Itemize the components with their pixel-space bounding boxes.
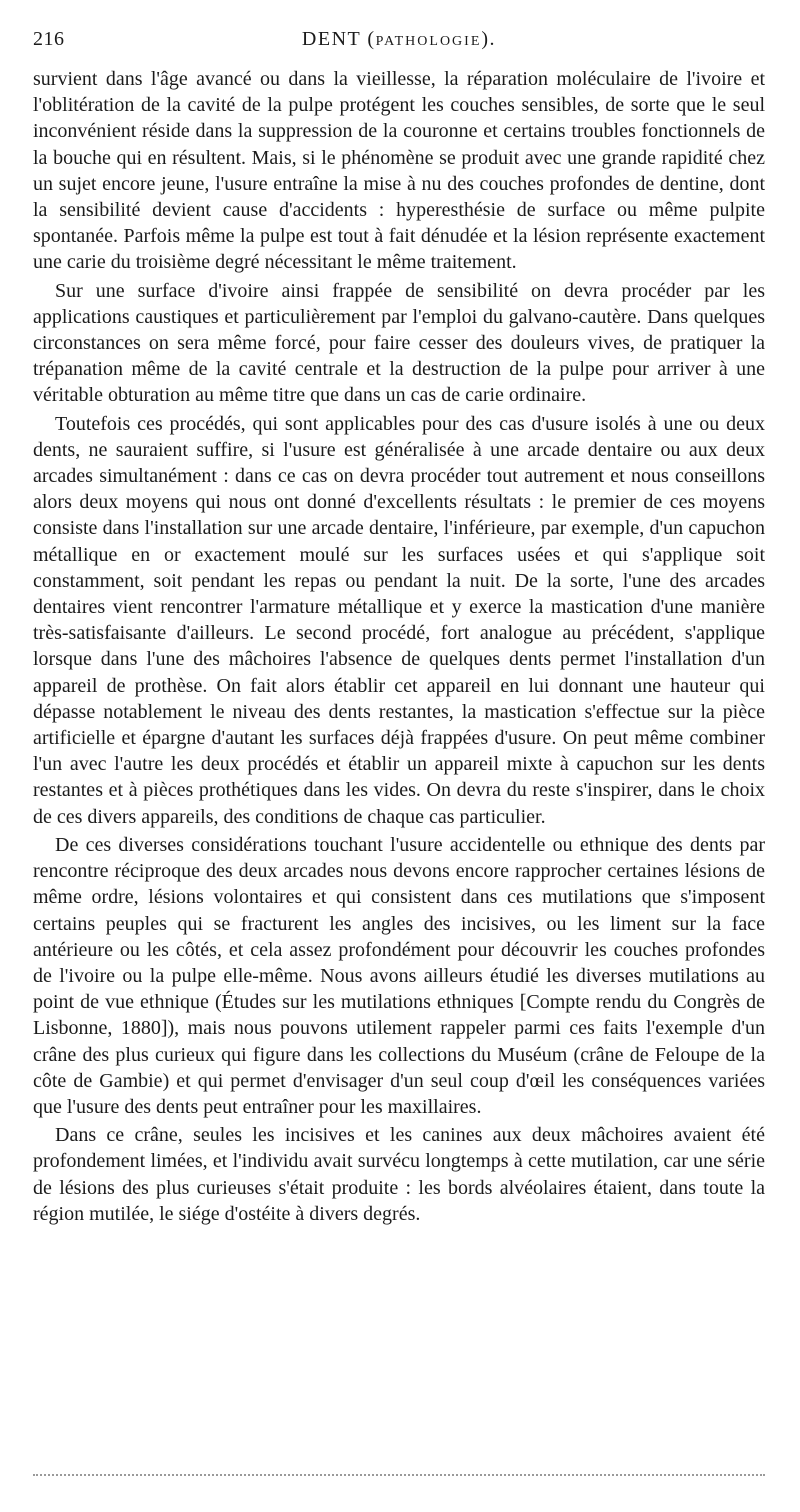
- running-title-close-paren: ).: [481, 28, 497, 50]
- running-header: [33, 28, 765, 58]
- running-title-open-paren: (: [367, 28, 376, 50]
- running-title-subtitle: PATHOLOGIE: [375, 34, 482, 49]
- paragraph-1: survient dans l'âge avancé ou dans la vieillesse, la réparation moléculaire de l'ivoire et l'oblitération de la cavité de la pulpe protégent les couches sensibles, de sorte que le seul inconvénient réside dans la suppression de la couronne et certains troubles fonctionnels de la bouche qui en résultent. Mais, si le phénomène se produit avec une grande rapidité chez un sujet encore jeune, l'usure entraîne la mise à nu des couches profondes de dentine, dont la sensibilité devient cause d'accidents : hyperesthésie de surface ou même pulpite spontanée. Parfois même la pulpe est tout à fait dénudée et la lésion représente exactement une carie du troisième degré nécessitant le même traitement.: [33, 68, 765, 274]
- paragraph-5: Dans ce crâne, seules les incisives et les canines aux deux mâchoires avaient été profondement limées, et l'individu avait survécu longtemps à cette mutilation, car une série de lésions des plus curieuses s'était produite : les bords alvéolaires étaient, dans toute la région mutilée, le siége d'ostéite à divers degrés.: [33, 1124, 765, 1225]
- running-title-main: DENT: [301, 28, 361, 50]
- bottom-dotted-rule: [33, 1474, 765, 1476]
- paragraph-4: De ces diverses considérations touchant l'usure accidentelle ou ethnique des dents par rencontre réciproque des deux arcades nous devons encore rapprocher certaines lésions de même ordre, lésions volontaires et qui consistent dans ces mutilations que s'imposent certains peuples qui se fracturent les angles des incisives, ou les liment sur la face antérieure ou les côtés, et cela assez profondément pour découvrir les couches profondes de l'ivoire ou la pulpe elle-même. Nous avons ailleurs étudié les diverses mutilations au point de vue ethnique (Études sur les mutilations ethniques [Compte rendu du Congrès de Lisbonne, 1880]), mais nous pouvons utilement rappeler parmi ces faits l'exemple d'un crâne des plus curieux qui figure dans les collections du Muséum (crâne de Feloupe de la côte de Gambie) et qui permet d'envisager d'un seul coup d'œil les conséquences variées que l'usure des dents peut entraîner pour les maxillaires.: [33, 833, 765, 1118]
- running-title: [33, 28, 765, 51]
- paragraph-2: Sur une surface d'ivoire ainsi frappée de sensibilité on devra procéder par les applications caustiques et particulièrement par l'emploi du galvano-cautère. Dans quelques circonstances on sera même forcé, pour faire cesser des douleurs vives, de pratiquer la trépanation même de la cavité centrale et la destruction de la pulpe pour arriver à une véritable obturation au même titre que dans un cas de carie ordinaire.: [33, 279, 765, 407]
- paragraph-3: Toutefois ces procédés, qui sont applicables pour des cas d'usure isolés à une ou deux dents, ne sauraient suffire, si l'usure est généralisée à une arcade dentaire ou aux deux arcades simultanément : dans ce cas on devra procéder tout autrement et nous conseillons alors deux moyens qui nous ont donné d'excellents résultats : le premier de ces moyens consiste dans l'installation sur une arcade dentaire, l'inférieure, par exemple, d'un capuchon métallique en or exactement moulé sur les surfaces usées et qui s'applique soit constamment, soit pendant les repas ou pendant la nuit. De la sorte, l'une des arcades dentaires vient rencontrer l'armature métallique et y exerce la mastication d'une manière très-satisfaisante d'ailleurs. Le second procédé, fort analogue au précédent, s'applique lorsque dans l'une des mâchoires l'absence de quelques dents permet l'installation d'un appareil de prothèse. On fait alors établir cet appareil en lui donnant une hauteur qui dépasse notablement le niveau des dents restantes, la mastication s'effectue sur la pièce artificielle et épargne d'autant les surfaces déjà frappées d'usure. On peut même combiner l'un avec l'autre les deux procédés et établir un appareil mixte à capuchon sur les dents restantes et à pièces prothétiques dans les vides. On devra du reste s'inspirer, dans le choix de ces divers appareils, des conditions de chaque cas particulier.: [33, 412, 765, 828]
- page-number: 216: [33, 28, 65, 50]
- body-text: [33, 66, 765, 1227]
